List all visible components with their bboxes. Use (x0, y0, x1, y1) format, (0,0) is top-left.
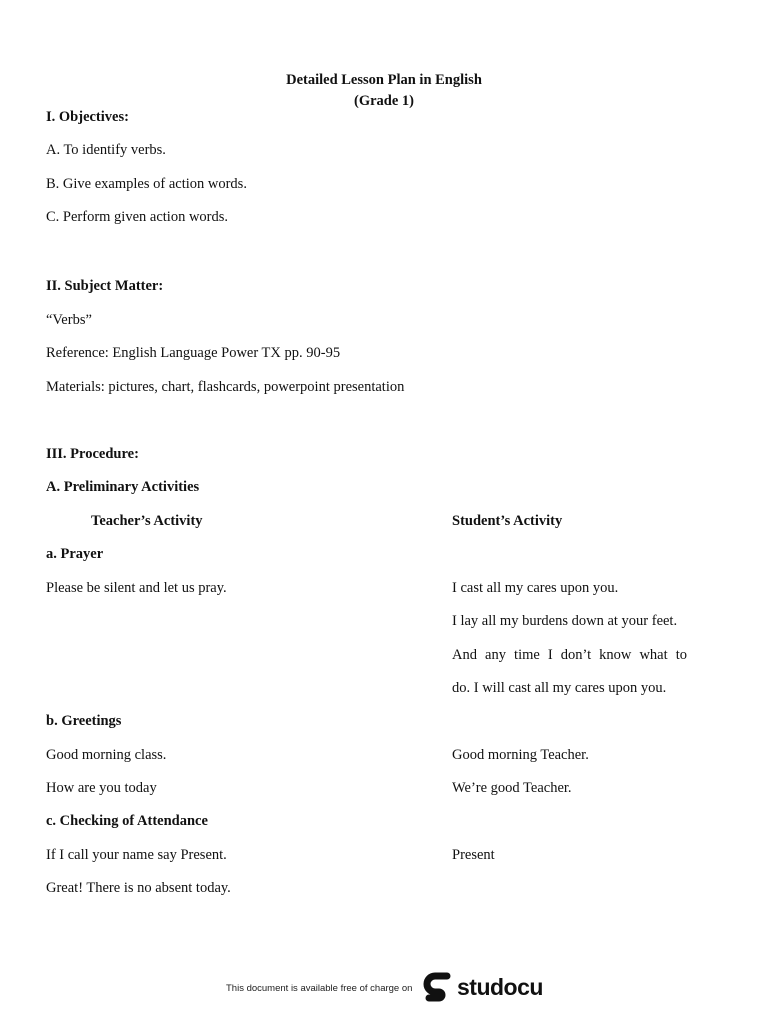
student-line: Present (452, 847, 495, 863)
student-line: And any time I don’t know what to (452, 647, 687, 663)
subject-materials: Materials: pictures, chart, flashcards, powerpoint presentation (46, 379, 405, 395)
teacher-line: How are you today (46, 780, 157, 796)
objective-item: B. Give examples of action words. (46, 176, 247, 192)
student-activity-header: Student’s Activity (452, 513, 563, 529)
student-line: We’re good Teacher. (452, 780, 572, 796)
procedure-heading: III. Procedure: (46, 446, 139, 462)
prayer-heading: a. Prayer (46, 546, 104, 562)
student-line: Good morning Teacher. (452, 747, 589, 763)
teacher-line: Good morning class. (46, 747, 167, 763)
student-line: I lay all my burdens down at your feet. (452, 613, 678, 629)
preliminary-activities-heading: A. Preliminary Activities (46, 479, 200, 495)
subject-reference: Reference: English Language Power TX pp. 90-95 (46, 345, 341, 361)
teacher-activity-header: Teacher’s Activity (91, 513, 203, 529)
subject-matter-heading: II. Subject Matter: (46, 278, 164, 294)
page-subtitle: (Grade 1) (354, 93, 414, 109)
objective-item: A. To identify verbs. (46, 142, 166, 158)
student-line: do. I will cast all my cares upon you. (452, 680, 667, 696)
studocu-wordmark: studocu (457, 974, 543, 1000)
attendance-heading: c. Checking of Attendance (46, 813, 208, 829)
student-line: I cast all my cares upon you. (452, 580, 619, 596)
greetings-heading: b. Greetings (46, 713, 122, 729)
objective-item: C. Perform given action words. (46, 209, 229, 225)
studocu-logo-icon (423, 972, 455, 1006)
teacher-line: Great! There is no absent today. (46, 880, 231, 896)
page-title: Detailed Lesson Plan in English (286, 72, 482, 88)
subject-topic: “Verbs” (46, 312, 92, 328)
studocu-footer (0, 970, 768, 1010)
teacher-line: If I call your name say Present. (46, 847, 227, 863)
objectives-heading: I. Objectives: (46, 109, 129, 125)
footer-availability-text: This document is available free of charge on (226, 983, 413, 994)
teacher-line: Please be silent and let us pray. (46, 580, 227, 596)
